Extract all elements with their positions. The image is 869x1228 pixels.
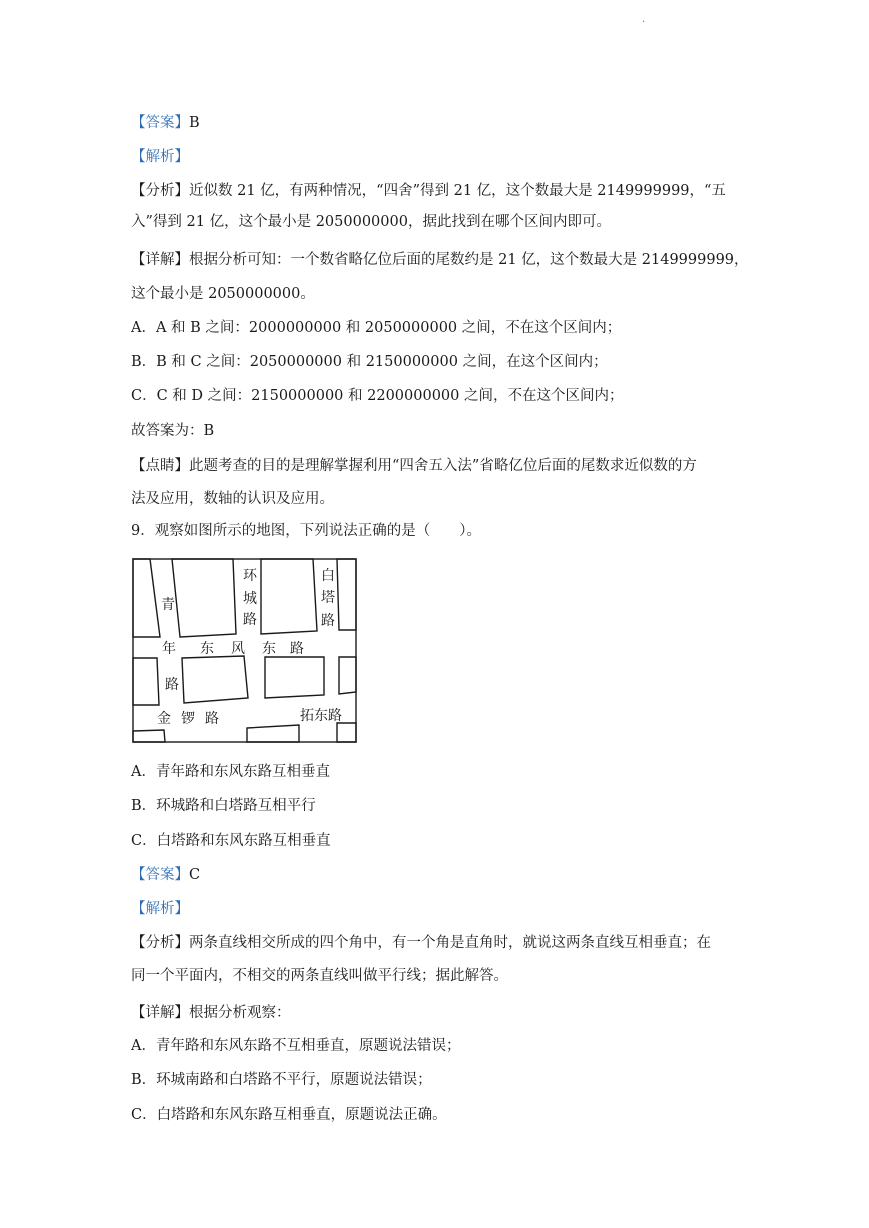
text-line — [131, 966, 751, 986]
line-text: B．环城路和白塔路互相平行 — [131, 798, 316, 814]
line-text: B — [189, 115, 200, 131]
section-tag: 【答案】 — [131, 867, 189, 883]
map-label: 拓东路 — [300, 708, 342, 724]
section-tag: 【解析】 — [131, 901, 189, 917]
text-line — [131, 284, 751, 304]
text-line — [131, 318, 751, 338]
map-block — [339, 657, 356, 694]
line-text: C — [189, 867, 201, 883]
map-label: 金 — [157, 711, 171, 727]
line-text: 法及应用，数轴的认识及应用。 — [131, 491, 334, 507]
map-label: 路 — [243, 612, 257, 628]
map-block — [247, 725, 299, 742]
text-line — [131, 1003, 751, 1023]
map-label: 青 — [161, 597, 175, 613]
map-block — [133, 559, 160, 637]
map-block — [133, 730, 165, 742]
text-line — [131, 212, 751, 232]
map-label: 锣 — [181, 711, 195, 727]
line-text: 入”得到 21 亿，这个最小是 2050000000，据此找到在哪个区间内即可。 — [131, 214, 611, 230]
line-text: 根据分析观察： — [189, 1005, 291, 1021]
map-label: 路 — [321, 613, 335, 629]
text-line — [131, 1070, 751, 1090]
line-text: A．青年路和东风东路互相垂直 — [131, 764, 330, 780]
text-line — [131, 456, 751, 476]
map-label: 路 — [205, 711, 219, 727]
map-label: 路 — [290, 641, 304, 657]
map-label: 东 — [262, 641, 276, 657]
text-line — [131, 933, 751, 953]
map-label: 风 — [231, 641, 245, 657]
street-map — [132, 558, 358, 744]
text-line — [131, 831, 751, 851]
map-label: 环 — [243, 568, 257, 584]
line-text: C．白塔路和东风东路互相垂直，原题说法正确。 — [131, 1107, 447, 1123]
map-block — [261, 559, 317, 634]
text-line — [131, 113, 751, 133]
map-block — [265, 657, 324, 698]
map-label: 年 — [162, 641, 176, 657]
map-label: 城 — [243, 591, 257, 607]
section-tag: 【详解】 — [131, 1005, 189, 1021]
map-label: 塔 — [321, 590, 335, 606]
section-tag: 【分析】 — [131, 935, 189, 951]
text-line — [131, 796, 751, 816]
map-label: 白 — [321, 568, 335, 584]
text-line — [131, 762, 751, 782]
line-text: C．C 和 D 之间：2150000000 和 2200000000 之间，不在这个区间内； — [131, 388, 624, 404]
map-block — [133, 658, 159, 705]
line-text: 根据分析可知：一个数省略亿位后面的尾数约是 21 亿，这个数最大是 2149999999， — [189, 252, 749, 268]
text-line — [131, 421, 751, 441]
line-text: C．白塔路和东风东路互相垂直 — [131, 833, 331, 849]
section-tag: 【详解】 — [131, 252, 189, 268]
text-line — [131, 147, 751, 167]
text-line — [131, 489, 751, 509]
map-block — [172, 559, 236, 637]
line-text: 近似数 21 亿，有两种情况，“四舍”得到 21 亿，这个数最大是 2149999999，“五 — [189, 183, 726, 199]
map-label: 路 — [165, 677, 179, 693]
text-line — [131, 181, 751, 201]
text-line — [131, 865, 751, 885]
map-label: 东 — [200, 641, 214, 657]
text-line — [131, 1105, 751, 1125]
section-tag: 【点睛】 — [131, 458, 189, 474]
line-text: 9．观察如图所示的地图，下列说法正确的是（ ）。 — [131, 523, 481, 539]
text-line — [131, 386, 751, 406]
line-text: B．环城南路和白塔路不平行，原题说法错误； — [131, 1072, 432, 1088]
text-line — [131, 899, 751, 919]
line-text: A．A 和 B 之间：2000000000 和 2050000000 之间，不在这个区间内； — [131, 320, 622, 336]
map-block — [337, 723, 356, 742]
text-line — [131, 1036, 751, 1056]
text-line — [131, 250, 751, 270]
line-text: 两条直线相交所成的四个角中，有一个角是直角时，就说这两条直线互相垂直；在 — [189, 935, 711, 951]
text-line — [131, 521, 751, 541]
map-block — [182, 656, 248, 703]
text-line — [131, 352, 751, 372]
section-tag: 【解析】 — [131, 149, 189, 165]
line-text: B．B 和 C 之间：2050000000 和 2150000000 之间，在这个区间内； — [131, 354, 608, 370]
section-tag: 【答案】 — [131, 115, 189, 131]
page-mark: . — [642, 14, 646, 25]
map-block — [337, 559, 356, 630]
line-text: A．青年路和东风东路不互相垂直，原题说法错误； — [131, 1038, 461, 1054]
line-text: 此题考查的目的是理解掌握利用“四舍五入法”省略亿位后面的尾数求近似数的方 — [189, 458, 697, 474]
line-text: 同一个平面内，不相交的两条直线叫做平行线；据此解答。 — [131, 968, 508, 984]
line-text: 故答案为：B — [131, 423, 215, 439]
line-text: 这个最小是 2050000000。 — [131, 286, 315, 302]
section-tag: 【分析】 — [131, 183, 189, 199]
